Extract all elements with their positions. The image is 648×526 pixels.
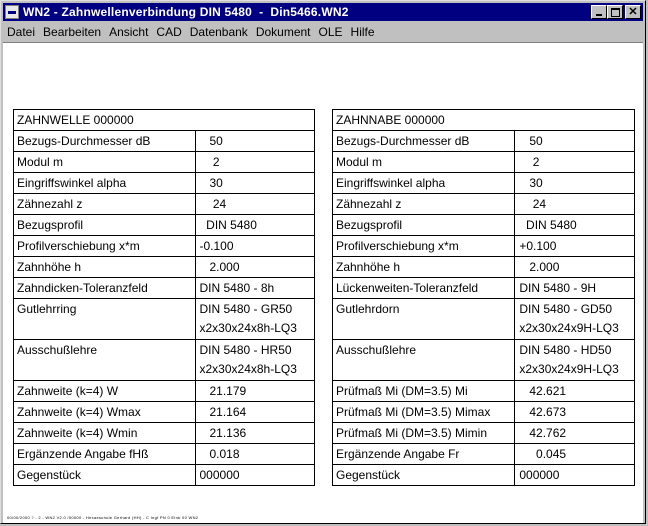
row-value — [515, 257, 635, 278]
app-icon[interactable] — [5, 5, 19, 19]
row-value — [515, 381, 635, 402]
table-row — [333, 423, 635, 444]
row-value — [515, 423, 635, 444]
row-label: Prüfmaß Mi (DM=3.5) Mi — [333, 381, 515, 402]
table-row — [333, 152, 635, 173]
menu-dokument[interactable]: Dokument — [255, 25, 311, 39]
row-value-line: 0.045 — [519, 447, 567, 461]
row-label: Ergänzende Angabe fHß — [14, 444, 196, 465]
menu-hilfe[interactable]: Hilfe — [350, 25, 375, 39]
row-label: Zähnezahl z — [14, 194, 196, 215]
minimize-button[interactable] — [591, 5, 607, 19]
row-value — [515, 152, 635, 173]
row-value — [195, 299, 315, 340]
row-value-line-2: x2x30x24x9H-LQ3 — [519, 362, 619, 376]
zahnnabe-table — [332, 109, 635, 486]
row-label: Zahnhöhe h — [333, 257, 515, 278]
row-value-line: DIN 5480 - 9H — [519, 281, 597, 295]
table-row — [14, 402, 315, 423]
row-value — [515, 444, 635, 465]
table-row — [333, 402, 635, 423]
row-label: Zahndicken-Toleranzfeld — [14, 278, 196, 299]
table-row — [14, 465, 315, 486]
row-label: Bezugs-Durchmesser dB — [333, 131, 515, 152]
row-value-line: 24 — [199, 197, 227, 211]
row-value — [195, 423, 315, 444]
row-value — [515, 299, 635, 340]
table-row — [333, 257, 635, 278]
row-value-line: +0.100 — [519, 239, 557, 253]
row-label: Modul m — [14, 152, 196, 173]
row-value — [195, 381, 315, 402]
close-button[interactable] — [625, 5, 641, 19]
maximize-button[interactable] — [607, 5, 623, 19]
table-row — [333, 131, 635, 152]
row-label: Gutlehrring — [14, 299, 196, 340]
row-value — [515, 465, 635, 486]
table-row — [333, 278, 635, 299]
row-value-line-2: x2x30x24x8h-LQ3 — [199, 362, 297, 376]
table-row — [14, 381, 315, 402]
row-label: Gegenstück — [14, 465, 196, 486]
row-label: Prüfmaß Mi (DM=3.5) Mimin — [333, 423, 515, 444]
row-value-line-2: x2x30x24x8h-LQ3 — [199, 321, 297, 335]
row-label: Gegenstück — [333, 465, 515, 486]
row-value-line: 2.000 — [519, 260, 560, 274]
table-row — [333, 236, 635, 257]
row-value-line-2: x2x30x24x9H-LQ3 — [519, 321, 619, 335]
row-value — [195, 257, 315, 278]
close-icon: ✕ — [628, 5, 638, 18]
row-value — [515, 194, 635, 215]
row-value-line: 2 — [519, 155, 540, 169]
row-value — [515, 340, 635, 381]
row-label: Modul m — [333, 152, 515, 173]
table-row — [14, 444, 315, 465]
table-row — [14, 215, 315, 236]
row-label: Ergänzende Angabe Fr — [333, 444, 515, 465]
table-row — [333, 194, 635, 215]
row-value-line: DIN 5480 — [519, 218, 577, 232]
table-row — [14, 173, 315, 194]
maximize-icon — [611, 8, 620, 17]
row-value-line: 21.164 — [199, 405, 247, 419]
row-value — [195, 340, 315, 381]
row-label: Profilverschiebung x*m — [333, 236, 515, 257]
row-label: Gutlehrdorn — [333, 299, 515, 340]
zahnwelle-table — [13, 109, 315, 486]
row-label: Bezugsprofil — [14, 215, 196, 236]
row-label: Zahnweite (k=4) Wmax — [14, 402, 196, 423]
table-row — [333, 340, 635, 381]
row-value — [195, 444, 315, 465]
row-label: Profilverschiebung x*m — [14, 236, 196, 257]
row-value-line: 2 — [199, 155, 220, 169]
row-value — [195, 173, 315, 194]
row-value — [195, 236, 315, 257]
row-label: Lückenweiten-Toleranzfeld — [333, 278, 515, 299]
table-row — [14, 236, 315, 257]
title-bar[interactable] — [3, 3, 643, 21]
minimize-icon — [596, 14, 602, 16]
row-value — [195, 194, 315, 215]
row-value-line: 21.136 — [199, 426, 247, 440]
table-row — [14, 278, 315, 299]
row-value-line: 50 — [199, 134, 223, 148]
window-title: WN2 - Zahnwellenverbindung DIN 5480 - Din5466.WN2 — [23, 5, 349, 19]
menu-bearbeiten[interactable]: Bearbeiten — [43, 25, 102, 39]
menu-cad[interactable]: CAD — [156, 25, 182, 39]
row-label: Zahnhöhe h — [14, 257, 196, 278]
row-value — [515, 402, 635, 423]
row-label: Prüfmaß Mi (DM=3.5) Mimax — [333, 402, 515, 423]
row-label: Zähnezahl z — [333, 194, 515, 215]
row-value — [515, 236, 635, 257]
table-row — [14, 423, 315, 444]
row-label: Ausschußlehre — [14, 340, 196, 381]
row-value-line: 000000 — [199, 468, 240, 482]
table-row — [14, 340, 315, 381]
menu-ansicht[interactable]: Ansicht — [109, 25, 149, 39]
row-value — [515, 278, 635, 299]
menu-ole[interactable]: OLE — [318, 25, 343, 39]
table-row — [14, 131, 315, 152]
row-label: Zahnweite (k=4) W — [14, 381, 196, 402]
table-row — [333, 215, 635, 236]
row-value — [195, 402, 315, 423]
row-value-line: 42.673 — [519, 405, 567, 419]
row-value — [515, 215, 635, 236]
row-value-line: DIN 5480 - GR50 — [199, 302, 293, 316]
row-label: Eingriffswinkel alpha — [14, 173, 196, 194]
table-row — [14, 152, 315, 173]
row-value-line: DIN 5480 - HR50 — [199, 343, 292, 357]
zahnnabe-header: ZAHNNABE 000000 — [333, 110, 635, 131]
row-value-line: DIN 5480 — [199, 218, 257, 232]
table-row — [14, 299, 315, 340]
row-value — [515, 131, 635, 152]
row-value-line: 42.762 — [519, 426, 567, 440]
document-area — [3, 42, 643, 523]
zahnwelle-header: ZAHNWELLE 000000 — [14, 110, 315, 131]
table-row — [14, 257, 315, 278]
table-row — [14, 194, 315, 215]
table-row — [333, 465, 635, 486]
row-value — [195, 152, 315, 173]
row-value-line: 000000 — [519, 468, 560, 482]
menu-datenbank[interactable]: Datenbank — [189, 25, 248, 39]
row-value-line: 24 — [519, 197, 547, 211]
menu-bar — [3, 23, 643, 42]
zahnwelle-header-row — [14, 110, 315, 131]
menu-datei[interactable]: Datei — [7, 25, 36, 39]
row-label: Zahnweite (k=4) Wmin — [14, 423, 196, 444]
row-value-line: DIN 5480 - HD50 — [519, 343, 612, 357]
window-controls — [591, 5, 641, 19]
row-value — [195, 465, 315, 486]
row-value-line: 30 — [199, 176, 223, 190]
table-row — [333, 173, 635, 194]
zahnnabe-header-row — [333, 110, 635, 131]
row-value-line: 2.000 — [199, 260, 240, 274]
row-value-line: 21.179 — [199, 384, 247, 398]
table-row — [333, 444, 635, 465]
row-value-line: 0.018 — [199, 447, 240, 461]
row-value-line: 50 — [519, 134, 543, 148]
row-value-line: DIN 5480 - 8h — [199, 281, 275, 295]
table-row — [333, 299, 635, 340]
row-label: Ausschußlehre — [333, 340, 515, 381]
row-value-line: DIN 5480 - GD50 — [519, 302, 613, 316]
status-footer: 00/00/2000 ? - 2 - WN2 V2.0 /00000 - Hexaeschule Gerhard (HH) - C Ingf PN 0 Einb 00 WN2 — [7, 515, 199, 520]
row-label: Bezugs-Durchmesser dB — [14, 131, 196, 152]
row-label: Bezugsprofil — [333, 215, 515, 236]
row-value-line: 42.621 — [519, 384, 567, 398]
table-row — [333, 381, 635, 402]
row-value — [515, 173, 635, 194]
row-value — [195, 278, 315, 299]
row-label: Eingriffswinkel alpha — [333, 173, 515, 194]
row-value — [195, 131, 315, 152]
row-value — [195, 215, 315, 236]
row-value-line: -0.100 — [199, 239, 234, 253]
row-value-line: 30 — [519, 176, 543, 190]
